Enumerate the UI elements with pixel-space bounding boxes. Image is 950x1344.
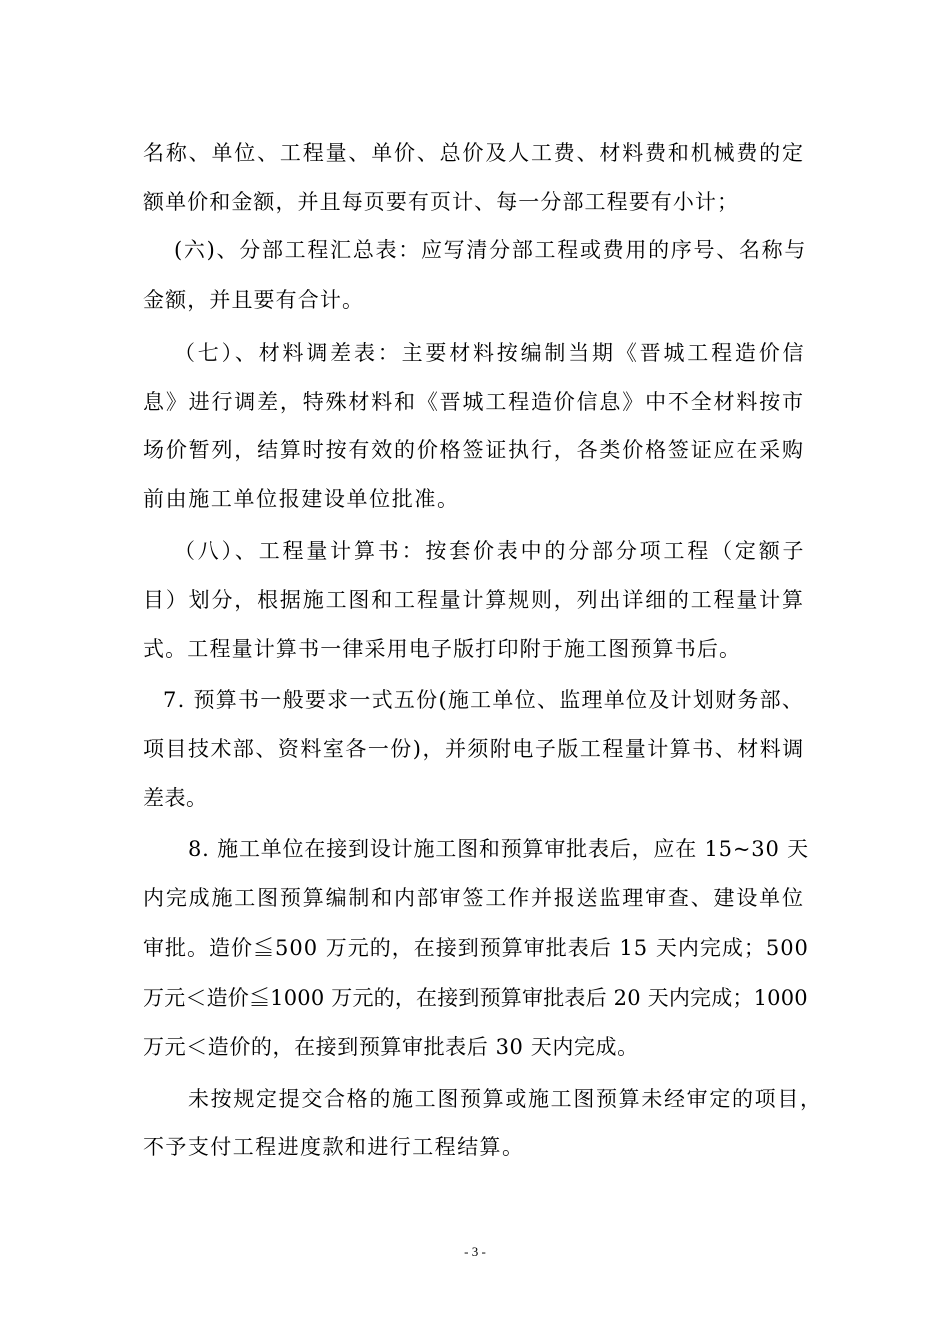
text-line: 审批。造价≦500 万元的，在接到预算审批表后 15 天内完成；500	[143, 936, 809, 960]
text-line: 前由施工单位报建设单位批准。	[143, 487, 460, 511]
text-line: 项目技术部、资料室各一份)，并须附电子版工程量计算书、材料调	[143, 737, 805, 761]
page-number: - 3 -	[464, 1244, 486, 1259]
text-line: （八）、工程量计算书：按套价表中的分部分项工程（定额子	[174, 539, 807, 563]
text-line: 万元＜造价≦1000 万元的，在接到预算审批表后 20 天内完成；1000	[143, 986, 808, 1010]
text-line: 额单价和金额，并且每页要有页计、每一分部工程要有小计；	[143, 190, 740, 214]
text-line: 不予支付工程进度款和进行工程结算。	[143, 1135, 525, 1159]
text-line: 7. 预算书一般要求一式五份(施工单位、监理单位及计划财务部、	[163, 688, 805, 712]
text-line: （七）、材料调差表：主要材料按编制当期《晋城工程造价信	[174, 341, 807, 365]
text-line: 金额，并且要有合计。	[143, 288, 365, 312]
text-line: 万元＜造价的，在接到预算审批表后 30 天内完成。	[143, 1035, 639, 1059]
text-line: 场价暂列，结算时按有效的价格签证执行，各类价格签证应在采购	[143, 438, 805, 462]
text-line: 目）划分，根据施工图和工程量计算规则，列出详细的工程量计算	[143, 588, 805, 612]
text-line: 未按规定提交合格的施工图预算或施工图预算未经审定的项目，	[188, 1087, 823, 1111]
text-line: 息》进行调差，特殊材料和《晋城工程造价信息》中不全材料按市	[143, 390, 805, 414]
text-line: 式。工程量计算书一律采用电子版打印附于施工图预算书后。	[143, 637, 742, 661]
text-line: (六)、分部工程汇总表：应写清分部工程或费用的序号、名称与	[174, 238, 808, 262]
text-line: 内完成施工图预算编制和内部审签工作并报送监理审查、建设单位	[143, 886, 805, 910]
text-line: 差表。	[143, 786, 208, 810]
text-line: 8. 施工单位在接到设计施工图和预算审批表后，应在 15~30 天	[188, 837, 809, 861]
text-line: 名称、单位、工程量、单价、总价及人工费、材料费和机械费的定	[143, 141, 805, 165]
